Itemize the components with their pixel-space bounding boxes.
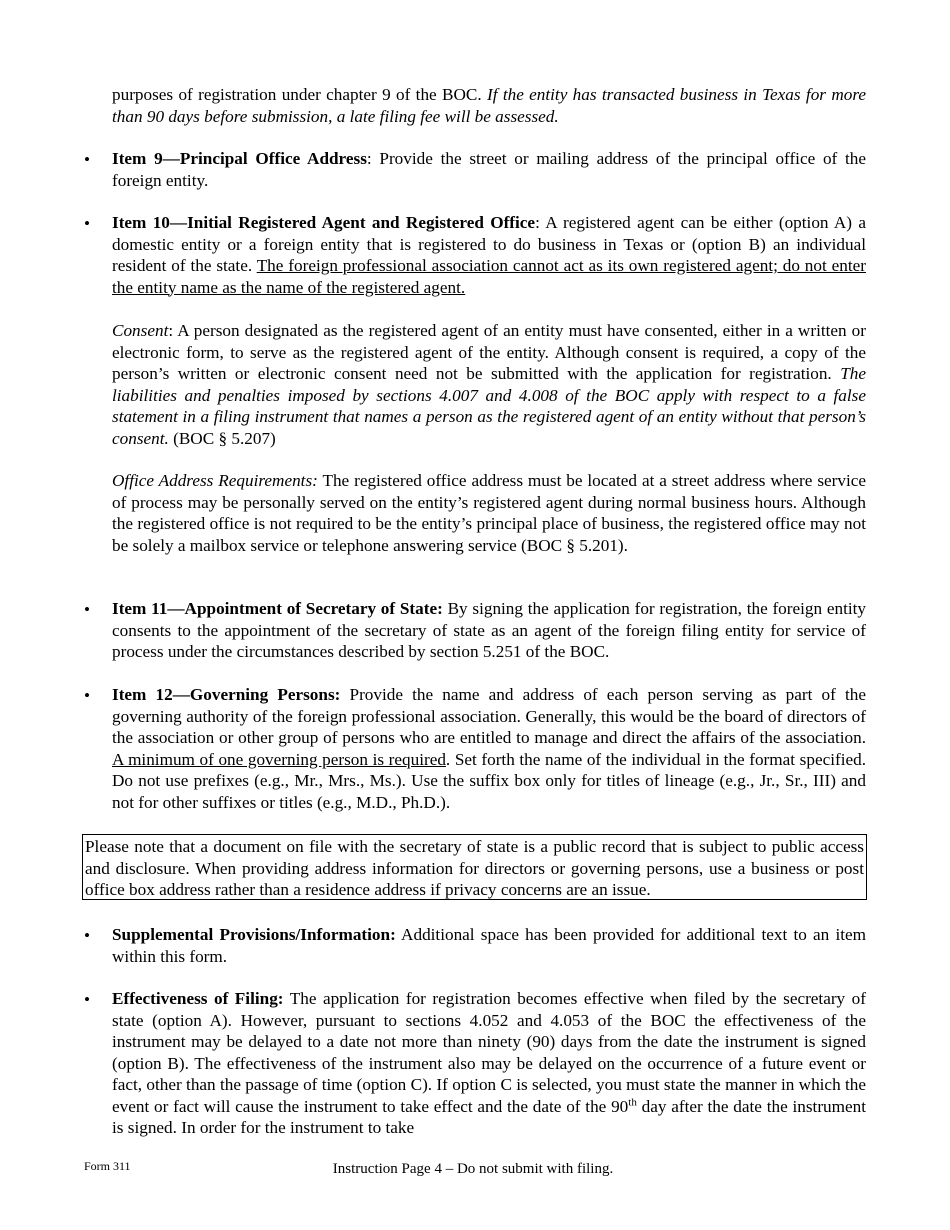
consent-text: : A person designated as the registered agent of an entity must have consented, either in a written or electronic form, to serve as the registered agent of the entity. Although consent is required, a copy of the person’s written or electronic consent need not be submitted with the application for registration. [112,321,866,383]
late-fee-note: If the entity has transacted business in Texas for more than 90 days before submission, a late filing fee will be assessed. [112,85,866,126]
effectiveness-paragraph [112,988,866,1139]
bullet-item11: • [84,600,91,619]
item9-paragraph [112,148,866,191]
office-address-text: The registered office address must be located at a street address where service of process may be personally served on the entity’s registered agent during normal business hours. Although the registered office is not required to be the entity’s principal place of business, the registered office may not be solely a mailbox service or telephone answering service (BOC § 5.201). [112,471,866,555]
item12-minimum-note: A minimum of one governing person is required [112,749,446,769]
item11-text: By signing the application for registration, the foreign entity consents to the appointment of the secretary of state as an agent of the foreign filing entity for service of process under the circumstances described by section 5.251 of the BOC. [112,599,866,661]
consent-citation: (BOC § 5.207) [168,428,276,448]
item9-text: : Provide the street or mailing address of the principal office of the foreign entity. [112,149,866,190]
bullet-item9: • [84,150,91,169]
privacy-notice-box: Please note that a document on file with the secretary of state is a public record that is subject to public access and disclosure. When providing address information for directors or governing persons, use a business or post office box address rather than a residence address if privacy concerns are an issue. [82,834,867,900]
consent-paragraph [112,320,866,449]
effectiveness-text-continued: day after the date the instrument is signed. In order for the instrument to take [112,1096,867,1137]
item9-heading: Item 9—Principal Office Address [112,149,367,168]
consent-liabilities: The liabilities and penalties imposed by sections 4.007 and 4.008 of the BOC apply with respect to a false statement in a filing instrument that names a person as the registered agent of an entity without that person’s consent. [112,364,866,448]
intro-text: purposes of registration under chapter 9 of the BOC. [112,85,487,104]
bullet-item12: • [84,686,91,705]
supplemental-heading: Supplemental Provisions/Information: [112,925,396,944]
consent-label: Consent [112,321,169,340]
page-footer: Instruction Page 4 – Do not submit with filing. [332,1161,614,1177]
bullet-effectiveness: • [84,990,91,1009]
office-address-paragraph [112,470,866,556]
item10-paragraph [112,212,866,298]
item10-text: : A registered agent can be either (option A) a domestic entity or a foreign entity that is registered to do business in Texas or (option B) an individual resident of the state. [112,213,866,275]
supplemental-text: Additional space has been provided for additional text to an item within this form. [112,925,867,966]
office-address-label: Office Address Requirements: [112,471,318,490]
supplemental-paragraph [112,924,866,967]
effectiveness-text: The application for registration becomes effective when filed by the secretary of state (option A). However, pursuant to sections 4.052 and 4.053 of the BOC the effectiveness of the instrument may be delayed to a date not more than ninety (90) days from the date the instrument is signed (option B). The effectiveness of the instrument also may be delayed on the occurrence of a future event or fact, other than the passage of time (option C). If option C is selected, you must state the manner in which the event or fact will cause the instrument to take effect and the date of the 90 [112,989,866,1116]
item11-heading: Item 11—Appointment of Secretary of State: [112,599,443,618]
form-number: Form 311 [84,1159,131,1173]
item11-paragraph [112,598,866,663]
item10-underlined-note: The foreign professional association cannot act as its own registered agent; do not enter the entity name as the name of the registered agent. [112,256,866,297]
ordinal-suffix: th [628,1095,637,1108]
item10-heading: Item 10—Initial Registered Agent and Registered Office [112,213,536,232]
bullet-supplemental: • [84,926,91,945]
effectiveness-heading: Effectiveness of Filing: [112,989,284,1008]
bullet-item10: • [84,214,91,233]
item12-paragraph [112,684,866,813]
item12-text: Provide the name and address of each person serving as part of the governing authority of the foreign professional association. Generally, this would be the board of directors of the association or other group of persons who are entitled to manage and direct the affairs of the association. [112,685,866,747]
item12-text-continued: . Set forth the name of the individual in the format specified. Do not use prefixes (e.g., Mr., Mrs., Ms.). Use the suffix box only for titles of lineage (e.g., Jr., Sr., III) and not for other suffixes or titles (e.g., M.D., Ph.D.). [112,749,866,812]
intro-paragraph [112,84,866,127]
item12-heading: Item 12—Governing Persons: [112,685,341,704]
